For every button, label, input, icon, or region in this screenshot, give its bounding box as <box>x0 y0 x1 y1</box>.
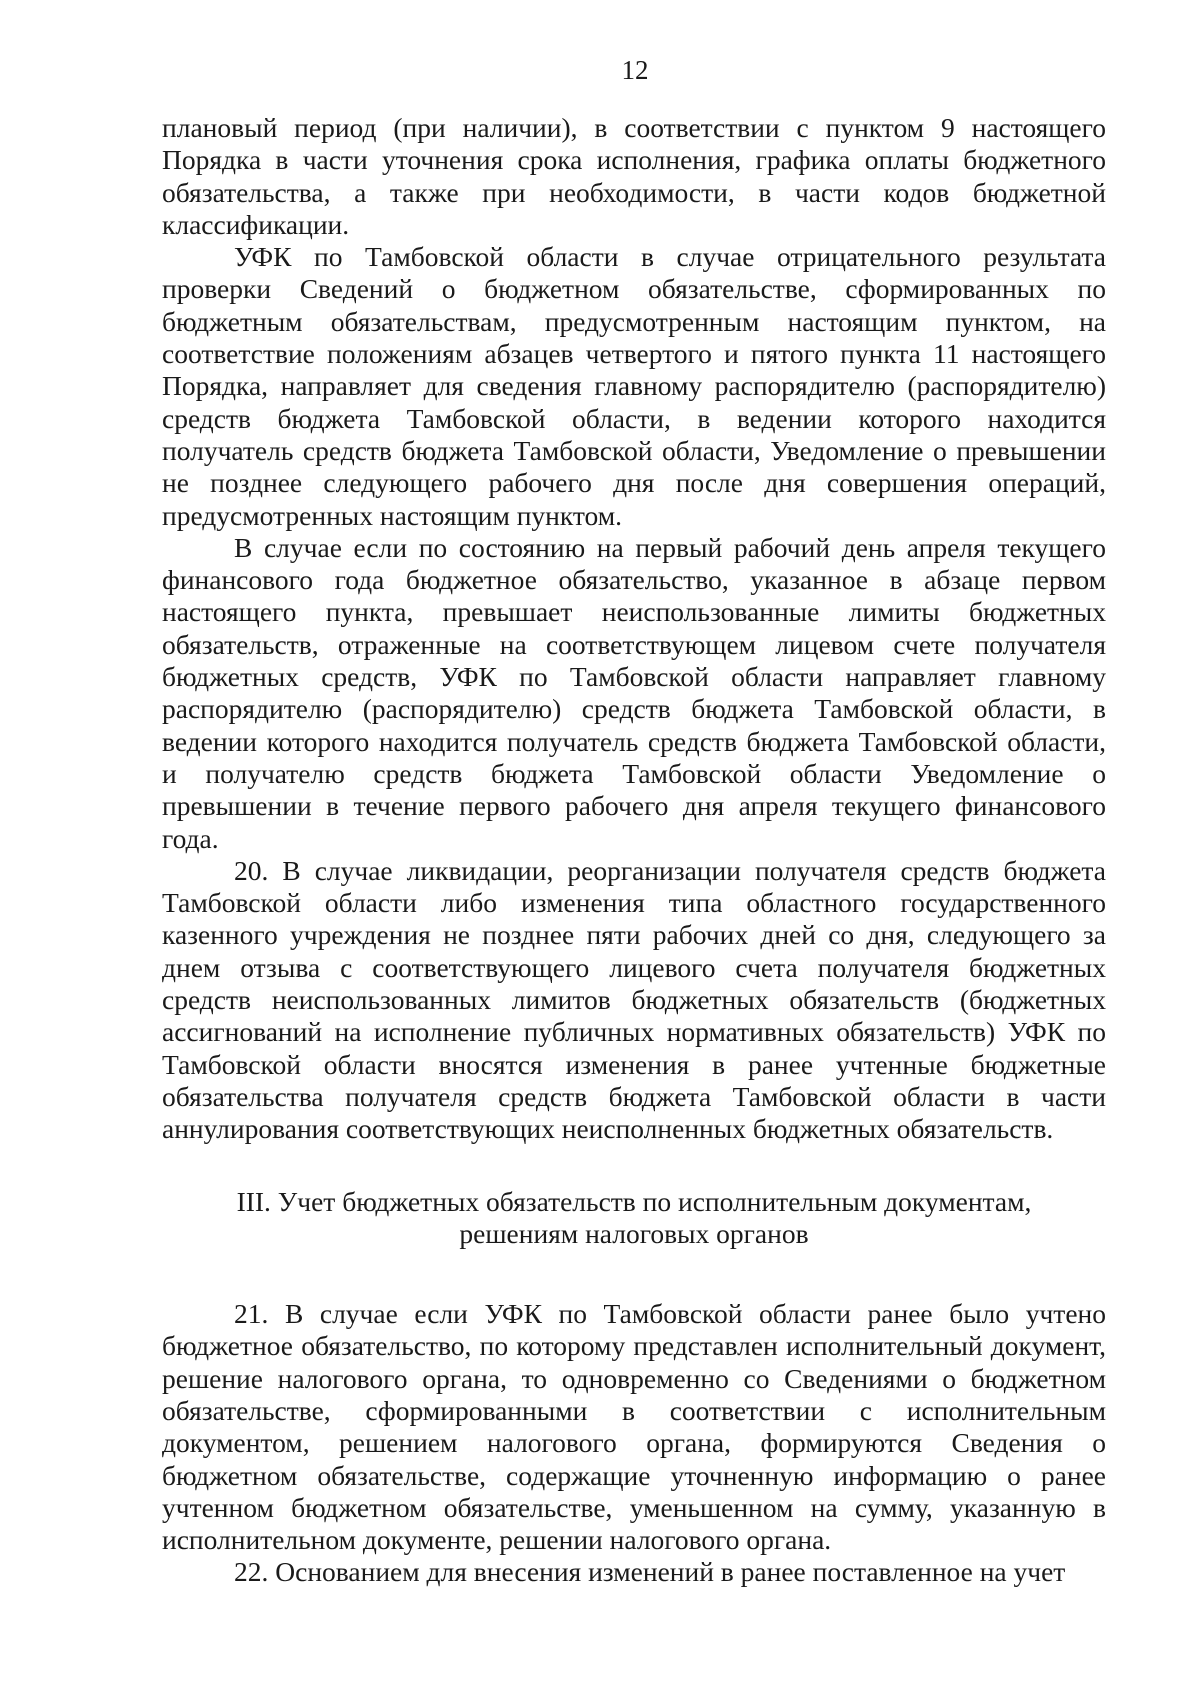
document-body <box>162 112 1106 1589</box>
paragraph-item-20: 20. В случае ликвидации, реорганизации получателя средств бюджета Тамбовской области либо изменения типа областного государственного казенного учреждения не позднее пяти рабочих дней со дня, следующего за днем отзыва с соответствующего лицевого счета получателя бюджетных средств неиспользованных лимитов бюджетных обязательств (бюджетных ассигнований на исполнение публичных нормативных обязательств) УФК по Тамбовской области вносятся изменения в ранее учтенные бюджетные обязательства получателя средств бюджета Тамбовской области в части аннулирования соответствующих неисполненных бюджетных обязательств. <box>162 854 1106 1145</box>
paragraph-april-limits: В случае если по состоянию на первый рабочий день апреля текущего финансового года бюджетное обязательство, указанное в абзаце первом настоящего пункта, превышает неиспользованные лимиты бюджетных обязательств, отраженные на соответствующем лицевом счете получателя бюджетных средств, УФК по Тамбовской области направляет главному распорядителю (распорядителю) средств бюджета Тамбовской области, в ведении которого находится получатель средств бюджета Тамбовской области, и получателю средств бюджета Тамбовской области Уведомление о превышении в течение первого рабочего дня апреля текущего финансового года. <box>162 531 1106 854</box>
section-heading-line-2: решениям налоговых органов <box>459 1217 809 1249</box>
paragraph-continued: плановый период (при наличии), в соответствии с пунктом 9 настоящего Порядка в части уточнения срока исполнения, графика оплаты бюджетного обязательства, а также при необходимости, в части кодов бюджетной классификации. <box>162 112 1106 240</box>
paragraph-ufk-negative-check: УФК по Тамбовской области в случае отрицательного результата проверки Сведений о бюджетном обязательстве, сформированных по бюджетным обязательствам, предусмотренным настоящим пунктом, на соответствие положениям абзацев четвертого и пятого пункта 11 настоящего Порядка, направляет для сведения главному распорядителю (распорядителю) средств бюджета Тамбовской области, в ведении которого находится получатель средств бюджета Тамбовской области, Уведомление о превышении не позднее следующего рабочего дня после дня совершения операций, предусмотренных настоящим пунктом. <box>162 241 1106 531</box>
section-heading <box>162 1186 1106 1251</box>
page-number: 12 <box>621 55 649 85</box>
paragraph-item-21: 21. В случае если УФК по Тамбовской области ранее было учтено бюджетное обязательство, по которому представлен исполнительный документ, решение налогового органа, то одновременно со Сведениями о бюджетном обязательстве, сформированными в соответствии с исполнительным документом, решением налогового органа, формируются Сведения о бюджетном обязательстве, содержащие уточненную информацию о ранее учтенном бюджетном обязательстве, уменьшенном на сумму, указанную в исполнительном документе, решении налогового органа. <box>162 1298 1106 1556</box>
paragraph-item-22: 22. Основанием для внесения изменений в ранее поставленное на учет <box>234 1556 1066 1588</box>
section-heading-line-1: III. Учет бюджетных обязательств по исполнительным документам, <box>236 1185 1032 1217</box>
